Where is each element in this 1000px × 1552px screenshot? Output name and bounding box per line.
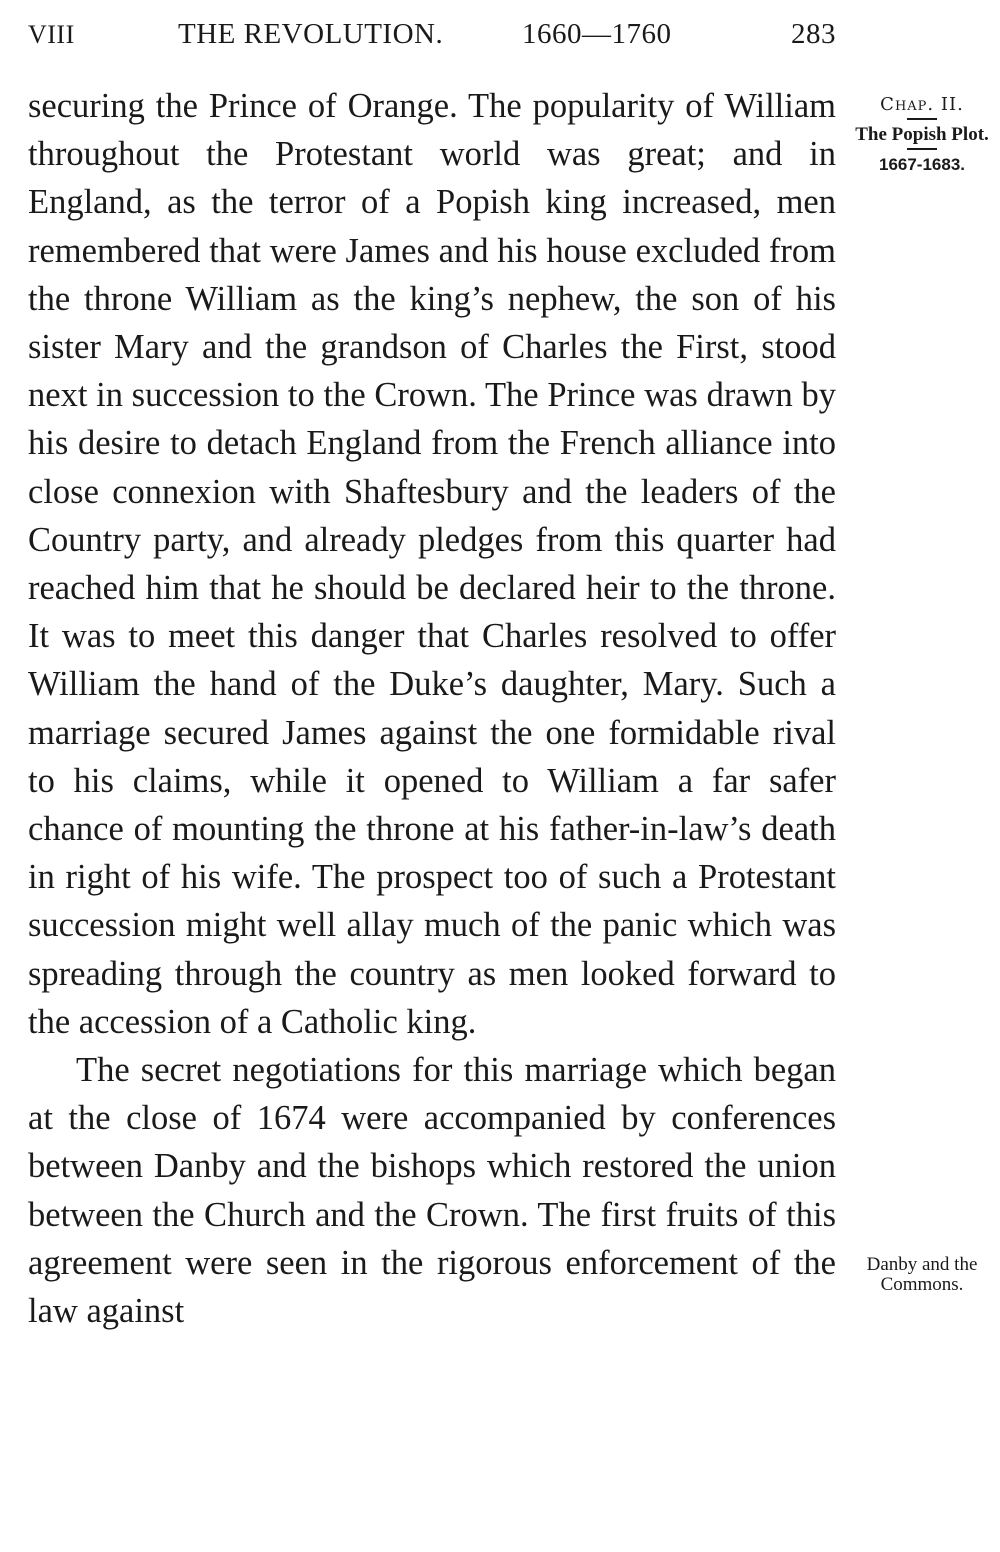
paragraph-2: The secret negotiations for this marriage which began at the close of 1674 were accompanied by conferences between Danby and the bishops which restored the union between the Church and the Crown. The first fruits of this agreement were seen in the rigorous enforcement of the law against <box>28 1051 836 1331</box>
margin-note-popish-plot <box>848 94 996 175</box>
margin-note-dates: 1667-1683. <box>878 155 966 174</box>
margin-note-danby <box>852 1255 992 1295</box>
header-date-range: 1660—1760 <box>522 18 672 50</box>
paragraph-1: securing the Prince of Orange. The popularity of William throughout the Protestant world was great; and in England, as the terror of a Popish king increased, men remembered that were James and his house excluded from the throne William as the king’s nephew, the son of his sister Mary and the grandson of Charles the First, stood next in succession to the Crown. The Prince was drawn by his desire to detach England from the French alliance into close connexion with Shaftesbury and the leaders of the Country party, and already pledges from this quarter had reached him that he should be declared heir to the throne. It was to meet this danger that Charles resolved to offer William the hand of the Duke’s daughter, Mary. Such a marriage secured James against the one formidable rival to his claims, while it opened to William a far safer chance of mounting the throne at his father-in-law’s death in right of his wife. The prospect too of such a Protestant succession might well allay much of the panic which was spreading through the country as men looked forward to the accession of a Catholic king. <box>28 87 836 1041</box>
header-title: THE REVOLUTION. <box>178 18 444 50</box>
margin-note-topic: The Popish Plot. <box>855 124 989 145</box>
header-chapter-number: VIII <box>28 20 75 49</box>
running-header <box>28 14 836 58</box>
margin-note-divider <box>907 118 937 120</box>
main-text <box>28 82 836 1335</box>
margin-note-chapter: Chap. II. <box>880 94 964 115</box>
margin-note-divider <box>907 148 937 150</box>
margin-note-heading: Danby and the Commons. <box>866 1254 978 1295</box>
page-number: 283 <box>791 18 836 50</box>
